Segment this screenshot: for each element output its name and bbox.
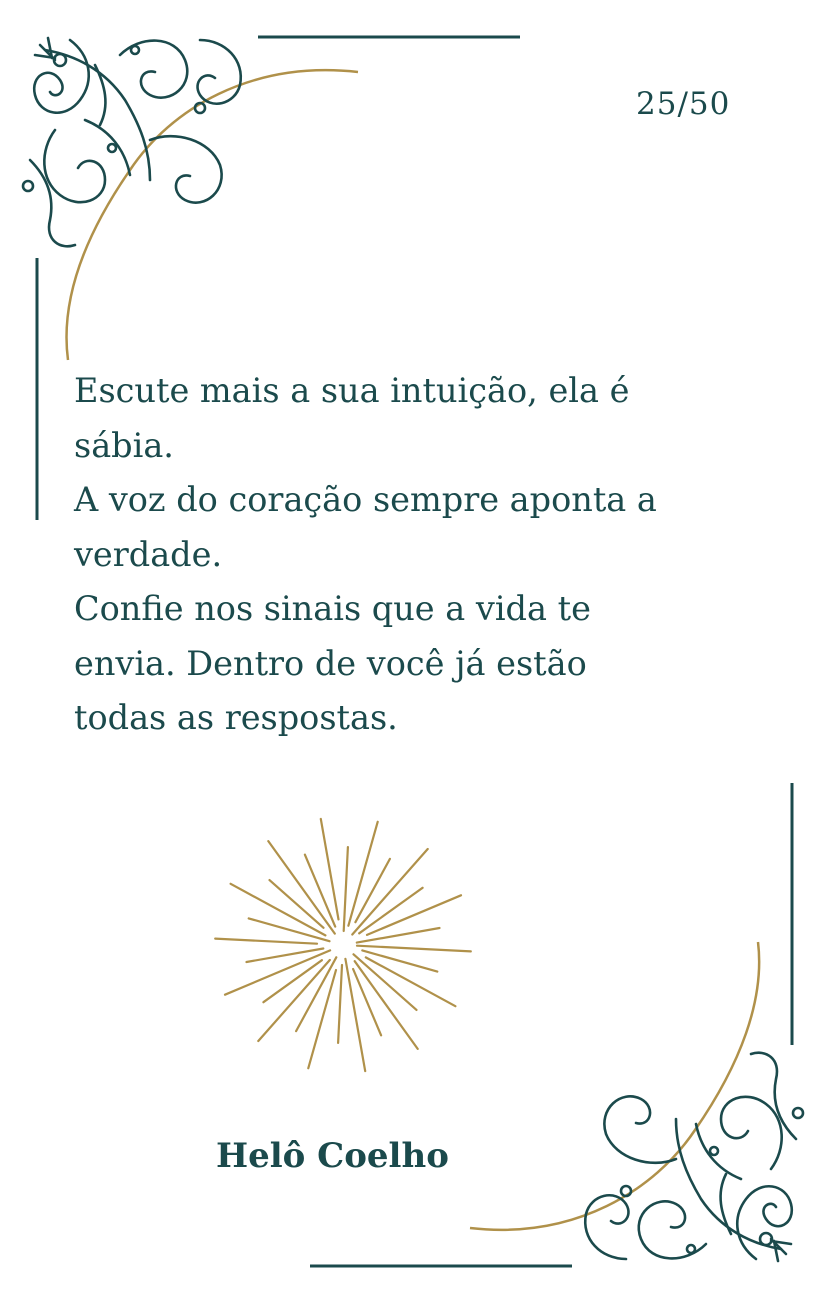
top-left-gold-curve — [67, 70, 358, 360]
author-signature: Helô Coelho — [216, 1136, 449, 1176]
floral-corner-ornament-icon — [585, 1053, 803, 1261]
quote-line: Confie nos sinais que a vida te — [74, 589, 591, 628]
floral-corner-ornament-icon — [23, 38, 241, 246]
sunburst-ray — [247, 949, 324, 963]
quote-line: verdade. — [74, 534, 223, 574]
sunburst-ray — [338, 965, 342, 1043]
quote-line: todas as respostas. — [74, 698, 398, 737]
sunburst-ray — [357, 946, 471, 952]
bottom-right-gold-curve — [470, 942, 759, 1230]
sunburst-ray — [355, 961, 418, 1049]
quote-line: Escute mais a sua intuição, ela é — [74, 371, 630, 410]
quote-line: A voz do coração sempre aponta a — [74, 480, 657, 519]
sunburst-icon — [215, 819, 471, 1071]
quote-text — [74, 364, 774, 746]
sunburst-ray — [359, 888, 422, 934]
quote-line: envia. Dentro de você já estão — [74, 643, 587, 683]
sunburst-ray — [357, 928, 440, 943]
sunburst-ray — [215, 939, 317, 944]
sunburst-ray — [321, 819, 339, 920]
quote-line: sábia. — [74, 425, 174, 465]
sunburst-ray — [344, 847, 348, 931]
page-number: 25/50 — [636, 86, 731, 122]
